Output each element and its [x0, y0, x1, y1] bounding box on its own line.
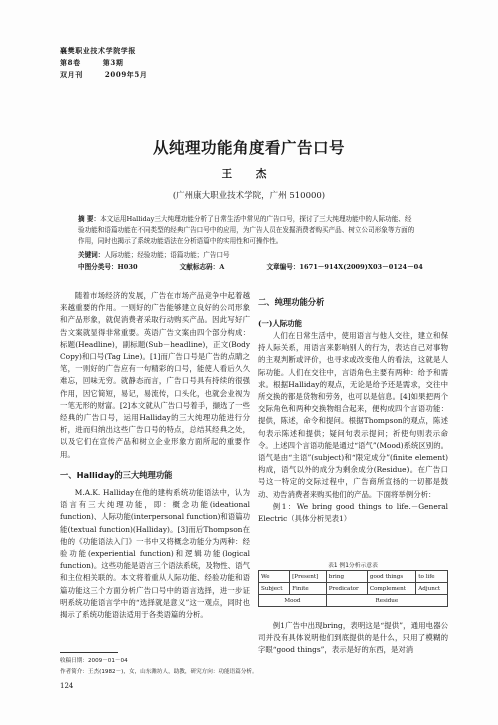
table-row [259, 583, 448, 595]
article-number: 文章编号：1671－914X(2009)X03－0124－04 [266, 263, 423, 271]
keywords [78, 250, 416, 261]
intro-paragraph: 随着市场经济的发展，广告在市场产品竞争中起着越来越重要的作用。一则好的广告能够建立良好的公司形象和产品形象，就促消费者采取行动购买产品。因此写好广告文案就显得非常重要。英语广告文案由四个部分构成：标题(Headline)，副标题(Sub－headline)，正文(Body Copy)和口号(Tag Line)。[1]而广告口号是广告的点睛之笔，一则好的广告应有一句精彩的口号，能使人看后久久难忘，回味无穷。就静态而言，广告口号具有持续的很强作用，因它简短，易记，易流传，口头化，也就会业视为一笔无形的财富。[2]本文就从广告口号着手，撷选了一些经典的广告口号，运用Halliday的三大纯理功能进行分析，进而归纳出这些广告口号的特点，总结其经典之处，以及它们在宣传产品和树立企业形象方面所起的重要作用。 [60, 291, 250, 459]
right-column-tail [258, 620, 448, 657]
table-cell: Complement [367, 583, 415, 595]
issue: 第3期 [102, 58, 124, 67]
table-cell: Predicator [326, 583, 367, 595]
affiliation: (广州康大职业技术学院，广州 510000) [172, 191, 326, 201]
section-1-text: M.A.K. Halliday在他的建构系统功能语法中，认为语言有三大纯理功能，即：概念功能(ideational function)、人际功能(interpersonal function)和语篇功能(textual function)(Halliday)。[3]而后Thompson在他的《功能语法入门》一书中又将概念功能分为两种：经验功能(experiential function)和逻辑功能(logical function)。这些功能是语言三个语法系统，及物性、语气和主位相关联的。本文将着重从人际功能、经验功能和语篇功能这三个方面分析广告口号中的语言选择，进一步证明系统功能语言学中的“选择就是意义”这一观点，同时也揭示了系统功能语法适用于各类语篇的分析。 [60, 488, 250, 620]
table-cell: good things [367, 571, 415, 583]
frequency: 双月刊 [60, 70, 83, 79]
example-analysis-paragraph: 例1广告中出现bring，表明这是“提供”，通用电器公司并没有具体说明他们到底提供的是什么，只用了模糊的字眼“good things”，表示是好的东西，是对消 [258, 621, 448, 655]
table-caption: 表1 例1分析示意表 [328, 563, 378, 569]
table-cell: Adjunct [416, 583, 448, 595]
volume-issue [60, 58, 123, 68]
abstract-text: 本文运用Halliday三大纯理功能分析了日常生活中常见的广告口号，探讨了三大纯理功能中的人际功能、经验功能和语篇功能在不同类型的经典广告口号中的应用，为广告人员在发掘消费者购买产品、树立公司形象等方面的作用，同时也揭示了系统功能语法在分析语篇中的实用性和可操作性。 [78, 215, 415, 246]
example-1: 例1：We bring good things to life.－General Electric（具体分析见表1） [258, 501, 448, 524]
table-cell: Mood [259, 595, 327, 607]
author-bio: 作者简介：王杰(1982－)，女，山东潍坊人，助教，研究方向：功能语篇分析。 [60, 669, 258, 675]
author: 王 杰 [221, 168, 277, 180]
footnote-rule [60, 652, 118, 653]
table-cell: to life [416, 571, 448, 583]
table-cell: Finite [290, 583, 327, 595]
left-column [60, 290, 250, 621]
freq-date [60, 70, 147, 80]
volume: 第8卷 [60, 58, 81, 67]
article-title: 从纯理功能角度看广告口号 [152, 138, 345, 157]
received-date: 收稿日期：2009－01－04 [60, 658, 128, 664]
table-cell: bring [326, 571, 367, 583]
analysis-table [258, 570, 448, 607]
abstract [78, 214, 416, 248]
pub-date: 2009年5月 [104, 70, 148, 79]
subsection-heading: (一)人际功能 [258, 319, 302, 329]
table-cell: Subject [259, 583, 290, 595]
section-2-heading: 二、纯理功能分析 [258, 297, 325, 307]
keywords-label: 关键词： [78, 251, 105, 259]
right-column-head [258, 296, 448, 330]
table-cell: Residue [326, 595, 447, 607]
right-column-body [258, 330, 448, 525]
table-cell: We [259, 571, 290, 583]
section-1-heading: 一、Halliday的三大纯理功能 [60, 469, 173, 480]
table-row [259, 571, 448, 583]
classification-line [78, 262, 458, 273]
abstract-label: 摘 要： [78, 215, 101, 223]
interpersonal-paragraph: 人们在日常生活中，使用语言与他人交往，建立和保持人际关系，用语言来影响别人的行为，表达自己对事物的主观判断或评价，也寻求或改变他人的看法，这就是人际功能。人们在交往中，言语角色主要有两种：给予和需求。根据Halliday的观点，无论是给予还是需求，交往中所交换的都是货物和劳务，也可以是信息。[4]如果把两个交际角色和两种交换物组合起来，便构成四个言语功能：提供，陈述，命令和提问。根据Thompson的观点，陈述句表示陈述和提供；疑问句表示提问；祈使句则表示命令。上述四个言语功能是通过“语气”(Mood)系统区别的。语气是由“主语”(subject)和“限定成分”(finite element)构成，语气以外的成分为剩余成分(Residue)。在广告口号这一特定的交际过程中，广告商所宣扬的一切都是鼓动、劝告消费者来购买他们的产品。下面将举例分析： [258, 331, 448, 499]
table-cell: [Present] [290, 571, 327, 583]
table-row [259, 595, 448, 607]
keywords-text: 人际功能；经验功能；语篇功能；广告口号 [104, 251, 230, 259]
clc-number: 中图分类号：H030 [78, 263, 138, 271]
document-code: 文献标志码：A [179, 263, 225, 271]
journal-name: 襄樊职业技术学院学报 [60, 46, 136, 55]
page-number: 124 [60, 682, 74, 690]
